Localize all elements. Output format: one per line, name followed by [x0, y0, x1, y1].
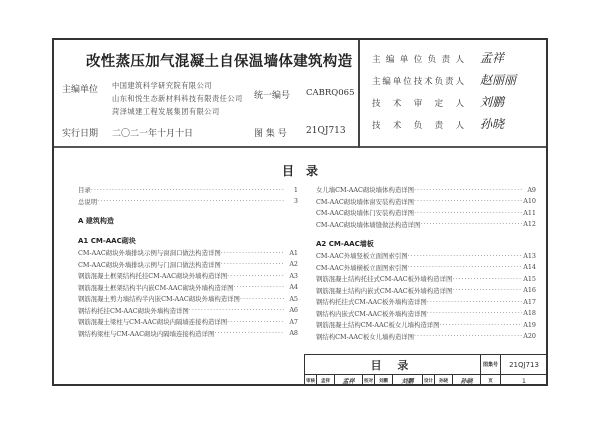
toc-entry[interactable] — [78, 247, 298, 259]
toc-entry[interactable] — [316, 196, 536, 208]
effective-date: 二〇二一年十月十日 — [112, 129, 194, 139]
toc-entry-title: 钢筋混凝土剪力墙结构半内嵌CM-AAC砌块外墙构造详图 — [78, 295, 240, 304]
toc-entry-title: CM-AAC砌块墙体窗安装构造详图 — [316, 197, 415, 206]
checker-signature: 刘鹏 — [393, 375, 423, 386]
toc-entry-page: A2 — [289, 260, 298, 269]
signature: 孙晓 — [480, 117, 505, 131]
dot-leader — [97, 197, 284, 205]
toc-entry-title: 钢结构托挂式CM-AAC板外墙构造详图 — [316, 298, 427, 307]
dot-leader — [91, 186, 284, 194]
toc-entry[interactable] — [316, 319, 536, 331]
toc-entry-page: A6 — [289, 306, 298, 315]
dot-leader — [240, 295, 284, 303]
toc-entry-page: A9 — [527, 185, 536, 194]
dot-leader — [414, 186, 522, 194]
toc-entry[interactable] — [316, 308, 536, 320]
dot-leader — [414, 332, 522, 340]
page-label: 页 — [481, 375, 501, 386]
checker-name: 刘鹏 — [375, 375, 393, 386]
reviewer-signature: 孟祥 — [335, 375, 363, 386]
chief-editor-label: 主编单位 — [62, 85, 99, 95]
toc-entry[interactable] — [316, 184, 536, 196]
toc-entry-page: A8 — [289, 329, 298, 338]
toc-entry[interactable] — [78, 316, 298, 328]
toc-entry-title: 女儿墙CM-AAC砌块墙体构造详图 — [316, 186, 415, 195]
toc-entry-title: 总说明 — [78, 197, 98, 206]
organization: 山东和悦生态新材料科技有限责任公司 — [112, 94, 243, 103]
designer-signature: 孙晓 — [453, 375, 481, 386]
atlas-number: 21QJ713 — [306, 126, 346, 136]
toc-entry[interactable] — [78, 305, 298, 317]
toc-entry[interactable] — [78, 282, 298, 294]
signature: 赵丽丽 — [480, 73, 517, 87]
toc-entry-page: A16 — [523, 286, 536, 295]
toc-left-column — [78, 184, 298, 339]
toc-entry[interactable] — [78, 184, 298, 196]
toc-entry-title: CM-AAC砌块外墙排块示例与窗洞口做法构造详图 — [78, 249, 221, 258]
toc-entry[interactable] — [78, 328, 298, 340]
toc-entry-page: A20 — [523, 332, 536, 341]
atlas-label: 图集号 — [481, 355, 501, 374]
toc-entry-page: A19 — [523, 320, 536, 329]
dot-leader — [420, 220, 522, 228]
toc-entry-title: CM-AAC砌块墙体墙缝做法构造详图 — [316, 220, 421, 229]
atlas-number-label: 图 集 号 — [254, 129, 287, 139]
toc-entry-page: A14 — [523, 263, 536, 272]
toc-entry[interactable] — [78, 196, 298, 208]
dot-leader — [221, 260, 284, 268]
toc-entry[interactable] — [78, 293, 298, 305]
toc-entry-page: A11 — [523, 208, 536, 217]
dot-leader — [427, 298, 522, 306]
dot-leader — [408, 252, 522, 260]
signature: 刘鹏 — [480, 95, 505, 109]
dot-leader — [427, 309, 522, 317]
review-label: 审核 — [305, 375, 317, 386]
header-block — [54, 40, 546, 148]
responsible-role: 主编单位技术负责人 — [372, 77, 464, 87]
toc-entry[interactable] — [316, 285, 536, 297]
toc-entry[interactable] — [316, 262, 536, 274]
toc-heading-right: 录 — [306, 164, 319, 178]
toc-entry-page: A13 — [523, 251, 536, 260]
toc-entry-page: A3 — [289, 271, 298, 280]
toc-entry-title: CM-AAC外墙横板立面图索引图 — [316, 263, 408, 272]
toc-section: A2 CM-AAC墙板 — [316, 240, 374, 248]
unified-number: CABRQ065 — [306, 88, 355, 98]
toc-entry-title: 钢结构梁柱与CM-AAC砌块内隔墙连接构造详图 — [78, 329, 215, 338]
atlas-number-cell: 21QJ713 — [509, 360, 539, 369]
dot-leader — [227, 318, 284, 326]
toc-entry-page: A5 — [289, 294, 298, 303]
design-label: 设计 — [423, 375, 435, 386]
organization: 中国建筑科学研究院有限公司 — [112, 81, 212, 90]
organization: 菏泽城建工程发展集团有限公司 — [112, 107, 220, 116]
toc-spacer — [78, 227, 298, 235]
toc-entry[interactable] — [316, 250, 536, 262]
toc-entry-title: 钢筋混凝土框架结构托挂CM-AAC砌块外墙构造详图 — [78, 272, 228, 281]
toc-entry-page: 1 — [293, 185, 298, 194]
toc-entry-title: 钢结构托挂CM-AAC砌块外墙构造详图 — [78, 306, 189, 315]
toc-entry-title: CM-AAC砌块外墙排块示例与门洞口做法构造详图 — [78, 260, 221, 269]
toc-entry-page: A1 — [289, 248, 298, 257]
toc-spacer — [316, 230, 536, 238]
toc-entry-page: 3 — [293, 197, 298, 206]
toc-entry-title: 钢筋混凝土结构托挂式CM-AAC板外墙构造详图 — [316, 275, 453, 284]
reviewer-name: 孟祥 — [317, 375, 335, 386]
toc-entry-page: A12 — [523, 220, 536, 229]
header-divider — [358, 40, 360, 148]
toc-entry[interactable] — [316, 207, 536, 219]
title-block — [304, 354, 548, 386]
dot-leader — [189, 306, 284, 314]
toc-entry-page: A10 — [523, 197, 536, 206]
dot-leader — [234, 283, 284, 291]
atlas-title: 改性蒸压加气混凝土自保温墙体建筑构造 — [86, 54, 353, 70]
dot-leader — [414, 209, 522, 217]
toc-entry[interactable] — [316, 331, 536, 343]
toc-entry-page: A18 — [523, 309, 536, 318]
toc-entry-title: CM-AAC砌块墙体门安装构造详图 — [316, 209, 415, 218]
unified-number-label: 统一编号 — [254, 91, 291, 101]
responsible-role: 技 术 负 责 人 — [372, 121, 464, 131]
toc-entry-title: 钢结构内嵌式CM-AAC板外墙构造详图 — [316, 309, 427, 318]
dot-leader — [452, 286, 522, 294]
toc-entry[interactable] — [316, 273, 536, 285]
page-number: 1 — [521, 376, 527, 385]
toc-entry-page: A15 — [523, 274, 536, 283]
toc-entry-page: A4 — [289, 283, 298, 292]
toc-entry-title: 钢结构CM-AAC板女儿墙构造详图 — [316, 332, 415, 341]
toc-section: A1 CM-AAC砌块 — [78, 237, 136, 245]
toc-entry-title: 钢筋混凝土结构CM-AAC板女儿墙构造详图 — [316, 321, 440, 330]
dot-leader — [408, 263, 522, 271]
signature: 孟祥 — [480, 51, 505, 65]
dot-leader — [221, 249, 284, 257]
toc-entry-title: CM-AAC外墙竖板立面图索引图 — [316, 252, 408, 261]
dot-leader — [214, 329, 284, 337]
toc-entry[interactable] — [316, 296, 536, 308]
toc-heading-left: 目 — [282, 164, 295, 178]
toc-section: A 建筑构造 — [78, 217, 114, 225]
toc-entry-title: 钢筋混凝土结构内嵌式CM-AAC板外墙构造详图 — [316, 286, 453, 295]
dot-leader — [440, 321, 522, 329]
dot-leader — [452, 275, 522, 283]
dot-leader — [227, 272, 284, 280]
toc-entry[interactable] — [78, 270, 298, 282]
responsible-role: 技 术 审 定 人 — [372, 99, 464, 109]
effective-date-label: 实行日期 — [62, 129, 99, 139]
designer-name: 孙晓 — [435, 375, 453, 386]
toc-entry-title: 钢筋混凝土梁柱与CM-AAC砌块内隔墙连接构造详图 — [78, 318, 228, 327]
toc-entry[interactable] — [316, 219, 536, 231]
toc-entry-title: 钢筋混凝土框架结构半内嵌CM-AAC砌块外墙构造详图 — [78, 283, 234, 292]
drawing-frame — [52, 38, 548, 386]
toc-entry-page: A7 — [289, 317, 298, 326]
responsible-role: 主 编 单 位 负 责 人 — [372, 55, 464, 65]
drawing-title: 目 录 — [305, 355, 481, 374]
dot-leader — [414, 197, 522, 205]
toc-right-column — [316, 184, 536, 342]
toc-entry[interactable] — [78, 259, 298, 271]
toc-spacer — [78, 207, 298, 215]
toc-entry-title: 目录 — [78, 186, 91, 195]
check-label: 校对 — [363, 375, 375, 386]
toc-entry-page: A17 — [523, 297, 536, 306]
